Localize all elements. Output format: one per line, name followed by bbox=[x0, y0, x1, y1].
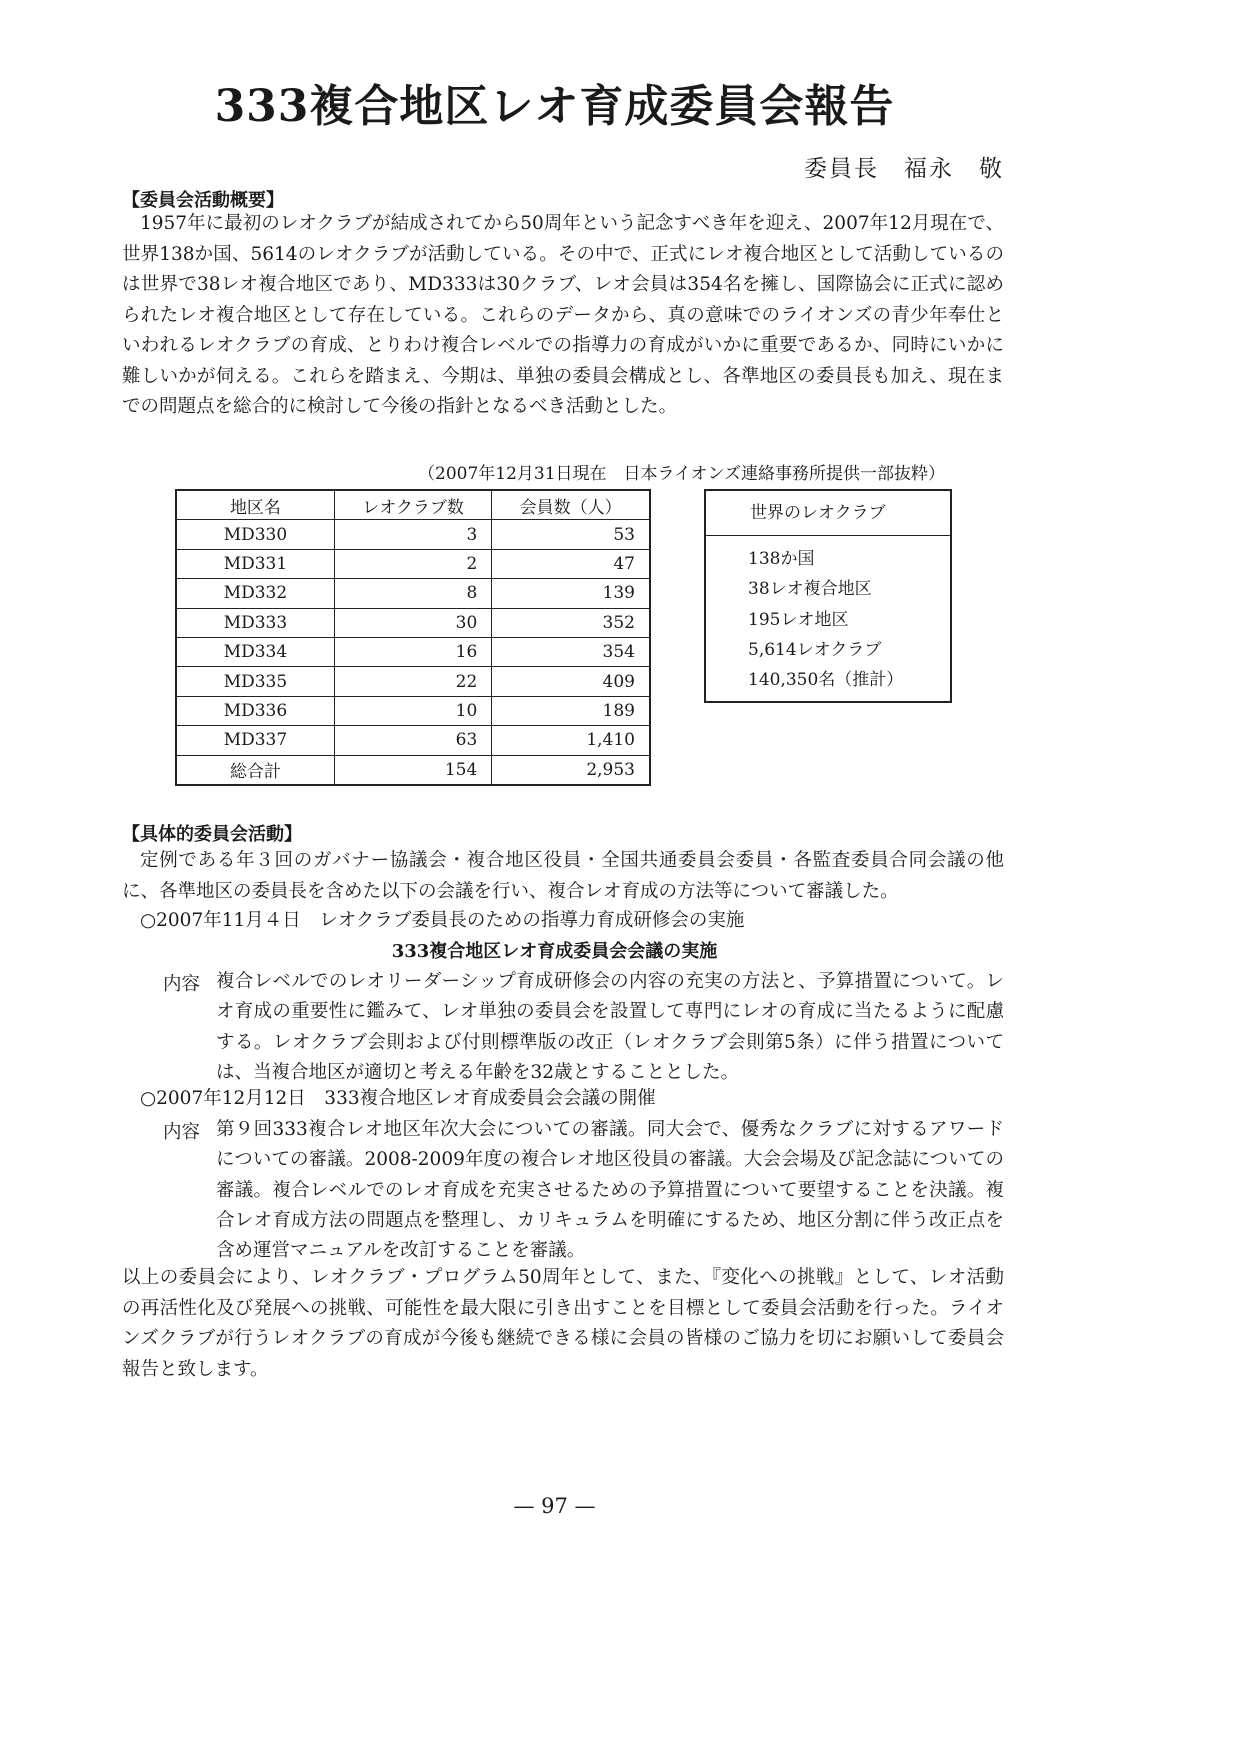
table-source-note: （2007年12月31日現在 日本ライオンズ連絡事務所提供一部抜粋） bbox=[418, 464, 945, 484]
world-leo-list bbox=[706, 536, 950, 695]
member-count: 354 bbox=[492, 637, 650, 666]
member-count: 1,410 bbox=[492, 726, 650, 755]
world-leo-item: 140,350名（推計） bbox=[748, 670, 904, 691]
total-clubs: 154 bbox=[334, 755, 491, 785]
table-total-row bbox=[176, 755, 650, 785]
world-leo-item: 38レオ複合地区 bbox=[748, 579, 872, 600]
district-name: MD333 bbox=[176, 608, 334, 637]
table-row bbox=[176, 520, 650, 549]
member-count: 139 bbox=[492, 579, 650, 608]
district-name: MD331 bbox=[176, 549, 334, 578]
member-count: 53 bbox=[492, 520, 650, 549]
club-count: 2 bbox=[334, 549, 491, 578]
table-row bbox=[176, 637, 650, 666]
world-leo-box bbox=[704, 489, 952, 703]
section-heading-activities: 【具体的委員会活動】 bbox=[122, 824, 302, 845]
table-row bbox=[176, 579, 650, 608]
meeting-subtitle: 333複合地区レオ育成委員会会議の実施 bbox=[391, 941, 718, 962]
member-count: 47 bbox=[492, 549, 650, 578]
meeting-item-2: ○2007年12月12日 333複合地区レオ育成委員会会議の開催 bbox=[140, 1088, 656, 1109]
district-name: MD335 bbox=[176, 667, 334, 696]
author-line: 委員長 福永 敬 bbox=[804, 156, 1004, 182]
page-title: 333複合地区レオ育成委員会報告 bbox=[214, 81, 895, 132]
table-row bbox=[176, 608, 650, 637]
club-count: 22 bbox=[334, 667, 491, 696]
header-members: 会員数（人） bbox=[492, 490, 650, 520]
overview-paragraph: 1957年に最初のレオクラブが結成されてから50周年という記念すべき年を迎え、2007年12月現在で、世界138か国、5614のレオクラブが活動している。その中で、正式にレオ複合地区として活動しているのは世界で38レオ複合地区であり、MD333は30クラブ、レオ会員は354名を擁し、国際協会に正式に認められたレオ複合地区として存在している。これらのデータから、真の意味でのライオンズの青少年奉仕といわれるレオクラブの育成、とりわけ複合レベルでの指導力の育成がいかに重要であるか、同時にいかに難しいかが伺える。これらを踏まえ、今期は、単独の委員会構成とし、各準地区の委員長も加え、現在までの問題点を総合的に検討して今後の指針となるべき活動とした。 bbox=[122, 213, 1004, 417]
meeting-item-1: ○2007年11月４日 レオクラブ委員長のための指導力育成研修会の実施 bbox=[140, 910, 745, 931]
closing-paragraph: 以上の委員会により、レオクラブ・プログラム50周年として、また、『変化への挑戦』として、レオ活動の再活性化及び発展への挑戦、可能性を最大限に引き出すことを目標として委員会活動を行った。ライオンズクラブが行うレオクラブの育成が今後も継続できる様に会員の皆様のご協力を切にお願いして委員会報告と致します。 bbox=[122, 1267, 1004, 1380]
district-name: MD330 bbox=[176, 520, 334, 549]
member-count: 189 bbox=[492, 696, 650, 725]
meeting-2-content: 第９回333複合レオ地区年次大会についての審議。同大会で、優秀なクラブに対するアワードについての審議。2008-2009年度の複合レオ地区役員の審議。大会会場及び記念誌についての審議。複合レベルでのレオ育成を充実させるための予算措置について要望することを決議。複合レオ育成方法の問題点を整理し、カリキュラムを明確にするため、地区分割に伴う改正点を含め運営マニュアルを改訂することを審議。 bbox=[216, 1119, 1004, 1262]
section-heading-overview: 【委員会活動概要】 bbox=[122, 190, 284, 211]
content-label: 内容 bbox=[163, 974, 201, 995]
district-name: MD337 bbox=[176, 726, 334, 755]
table-header-row bbox=[176, 490, 650, 520]
page-number: — 97 — bbox=[513, 1494, 596, 1518]
table-row bbox=[176, 726, 650, 755]
club-count: 63 bbox=[334, 726, 491, 755]
content-label: 内容 bbox=[163, 1122, 201, 1143]
table-row bbox=[176, 549, 650, 578]
total-members: 2,953 bbox=[492, 755, 650, 785]
district-table bbox=[175, 489, 651, 786]
world-leo-heading: 世界のレオクラブ bbox=[706, 491, 950, 536]
member-count: 352 bbox=[492, 608, 650, 637]
table-row bbox=[176, 667, 650, 696]
club-count: 10 bbox=[334, 696, 491, 725]
total-label: 総合計 bbox=[176, 755, 334, 785]
world-leo-item: 195レオ地区 bbox=[748, 609, 849, 630]
activities-intro: 定例である年３回のガバナー協議会・複合地区役員・全国共通委員会委員・各監査委員合同会議の他に、各準地区の委員長を含めた以下の会議を行い、複合レオ育成の方法等について審議した。 bbox=[122, 850, 1004, 902]
world-leo-item: 5,614レオクラブ bbox=[748, 639, 882, 660]
meeting-1-content: 複合レベルでのレオリーダーシップ育成研修会の内容の充実の方法と、予算措置について。レオ育成の重要性に鑑みて、レオ単独の委員会を設置して専門にレオの育成に当たるように配慮する。レオクラブ会則および付則標準版の改正（レオクラブ会則第5条）に伴う措置については、当複合地区が適切と考える年齢を32歳とすることとした。 bbox=[216, 971, 1004, 1083]
club-count: 16 bbox=[334, 637, 491, 666]
member-count: 409 bbox=[492, 667, 650, 696]
district-name: MD332 bbox=[176, 579, 334, 608]
header-district: 地区名 bbox=[176, 490, 334, 520]
club-count: 30 bbox=[334, 608, 491, 637]
table-row bbox=[176, 696, 650, 725]
world-leo-item: 138か国 bbox=[748, 549, 815, 569]
club-count: 8 bbox=[334, 579, 491, 608]
district-name: MD334 bbox=[176, 637, 334, 666]
header-clubs: レオクラブ数 bbox=[334, 490, 491, 520]
district-name: MD336 bbox=[176, 696, 334, 725]
club-count: 3 bbox=[334, 520, 491, 549]
